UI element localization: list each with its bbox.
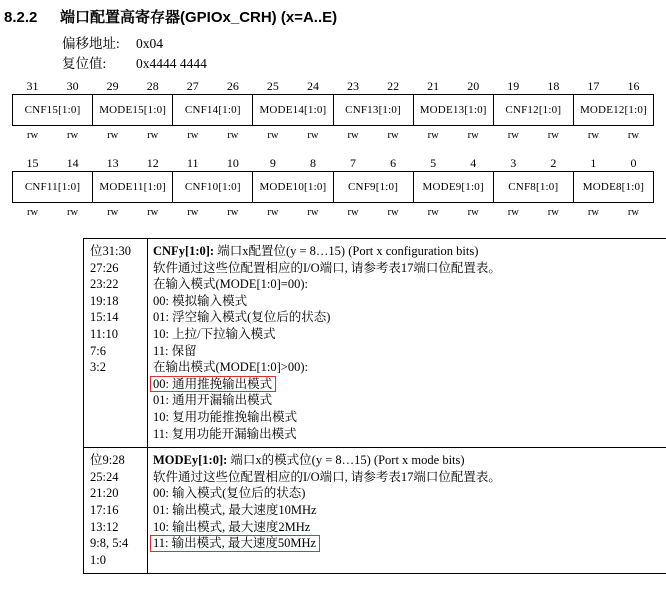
bit-access-cell: rw <box>26 206 39 218</box>
field-name: CNFy[1:0]: <box>153 244 215 258</box>
bit-field-cell: MODE14[1:0] <box>253 95 333 126</box>
bit-access-cell: rw <box>267 129 279 141</box>
bit-number: 24 <box>306 78 319 93</box>
field-description-line: 软件通过这些位配置相应的I/O端口, 请参考表17端口位配置表。 <box>153 469 501 484</box>
bit-field-cell: MODE11[1:0] <box>93 172 173 203</box>
bit-number: 13 <box>106 155 119 170</box>
bit-range-line: 位31:30 <box>90 244 131 258</box>
bit-access-cell: rw <box>347 206 359 218</box>
bit-range-line: 27:26 <box>90 260 119 275</box>
bit-number: 11 <box>187 155 199 170</box>
bit-field-cell: CNF10[1:0] <box>173 172 253 203</box>
section-title: 端口配置高寄存器(GPIOx_CRH) (x=A..E) <box>60 9 338 26</box>
bit-range-line: 23:22 <box>90 277 119 292</box>
bit-number: 28 <box>146 78 159 93</box>
bit-access-cell: rw <box>307 129 319 141</box>
field-description-line <box>153 535 664 552</box>
field-name: MODEy[1:0]: <box>153 453 228 468</box>
bit-number: 19 <box>507 78 520 93</box>
reset-value-value: 0x4444 4444 <box>136 56 207 71</box>
bit-field-cell: CNF8[1:0] <box>493 172 573 203</box>
bit-number: 29 <box>106 78 119 93</box>
bit-field-cell: MODE9[1:0] <box>413 172 493 203</box>
bit-access-cell: rw <box>547 206 559 218</box>
bit-number: 22 <box>387 78 400 93</box>
bit-access-cell: rw <box>587 206 599 218</box>
bit-number: 26 <box>226 78 239 93</box>
field-description-title <box>153 243 664 260</box>
bit-access-cell: rw <box>227 206 239 218</box>
bit-access-cell: rw <box>67 129 79 141</box>
bit-range-line: 3:2 <box>90 360 106 375</box>
bit-access-cell: rw <box>187 206 199 218</box>
bit-number: 17 <box>587 78 600 93</box>
bit-field-cell: CNF15[1:0] <box>13 95 93 126</box>
bit-access-cell: rw <box>107 206 119 218</box>
bit-access-cell: rw <box>627 129 640 141</box>
bit-access-cell: rw <box>427 129 439 141</box>
bit-field-cell: CNF11[1:0] <box>13 172 93 203</box>
bit-access-cell: rw <box>187 129 199 141</box>
bit-range-line: 9:8, 5:4 <box>90 536 129 551</box>
bit-access-cell: rw <box>267 206 279 218</box>
field-description-row <box>84 239 666 448</box>
highlighted-option: 00: 通用推挽输出模式 <box>150 376 276 393</box>
bit-number: 10 <box>226 155 239 170</box>
bit-number: 18 <box>547 78 560 93</box>
field-description-table <box>83 238 666 574</box>
bit-range-line: 1:0 <box>90 552 106 567</box>
bit-field-row <box>13 172 654 203</box>
bit-number: 1 <box>590 155 597 170</box>
field-description-row <box>84 448 666 574</box>
bit-number: 31 <box>26 78 39 93</box>
bit-field-cell: MODE12[1:0] <box>573 95 653 126</box>
bit-number: 2 <box>550 155 557 170</box>
field-description-line <box>153 376 664 393</box>
bit-number-row <box>13 78 654 95</box>
field-description-cell <box>148 448 666 574</box>
highlighted-option: 11: 输出模式, 最大速度50MHz <box>150 535 320 552</box>
bit-range-line: 11:10 <box>90 326 119 341</box>
field-description-line: 10: 输出模式, 最大速度2MHz <box>153 519 311 534</box>
field-description-line: 在输出模式(MODE[1:0]>00): <box>153 360 308 375</box>
bit-range-line: 位9:28 <box>90 453 125 468</box>
field-description-line: 11: 保留 <box>153 343 197 358</box>
bit-range-line: 19:18 <box>90 293 119 308</box>
bit-number: 20 <box>467 78 480 93</box>
field-description-line: 10: 上拉/下拉输入模式 <box>153 326 276 341</box>
bit-access-row <box>13 126 654 144</box>
bit-table-low <box>12 155 654 220</box>
bit-access-cell: rw <box>427 206 439 218</box>
bit-number: 6 <box>390 155 397 170</box>
offset-address-line <box>62 32 163 52</box>
field-description-line: 01: 输出模式, 最大速度10MHz <box>153 502 317 517</box>
bit-number: 27 <box>186 78 199 93</box>
bit-range-cell <box>84 448 148 574</box>
bit-access-cell: rw <box>387 129 399 141</box>
bit-access-cell: rw <box>147 206 159 218</box>
bit-number: 23 <box>347 78 360 93</box>
field-description-line: 00: 模拟输入模式 <box>153 293 248 308</box>
field-title-rest: 端口x的模式位(y = 8…15) (Port x mode bits) <box>227 453 465 468</box>
bit-number: 21 <box>427 78 440 93</box>
field-description-line: 01: 通用开漏输出模式 <box>153 393 273 408</box>
field-title-rest: 端口x配置位(y = 8…15) (Port x configuration bits) <box>214 244 479 258</box>
bit-number: 16 <box>627 78 640 93</box>
bit-field-cell: MODE8[1:0] <box>573 172 653 203</box>
bit-field-cell: MODE15[1:0] <box>93 95 173 126</box>
field-description-title <box>153 452 664 469</box>
section-heading <box>4 6 654 27</box>
bit-access-cell: rw <box>507 206 519 218</box>
reset-value-line <box>62 52 207 72</box>
bit-access-cell: rw <box>387 206 399 218</box>
bit-number: 14 <box>66 155 79 170</box>
field-description-line: 01: 浮空输入模式(复位后的状态) <box>153 310 331 325</box>
bit-field-cell: MODE10[1:0] <box>253 172 333 203</box>
bit-field-cell: CNF14[1:0] <box>173 95 253 126</box>
field-description-line: 00: 输入模式(复位后的状态) <box>153 486 306 501</box>
bit-range-line: 7:6 <box>90 343 106 358</box>
bit-number-row <box>13 155 654 172</box>
bit-access-cell: rw <box>587 129 599 141</box>
bit-access-cell: rw <box>147 129 159 141</box>
bit-number: 3 <box>510 155 517 170</box>
reset-value-label: 复位值: <box>62 56 107 71</box>
bit-access-cell: rw <box>107 129 119 141</box>
bit-table-high <box>12 78 654 143</box>
bit-range-line: 21:20 <box>90 486 119 501</box>
bit-access-cell: rw <box>227 129 239 141</box>
offset-address-value: 0x04 <box>136 36 163 51</box>
field-description-line: 11: 复用功能开漏输出模式 <box>153 426 297 441</box>
bit-number: 5 <box>430 155 437 170</box>
bit-access-cell: rw <box>547 129 559 141</box>
bit-field-cell: CNF9[1:0] <box>333 172 413 203</box>
bit-number: 25 <box>266 78 279 93</box>
bit-table-high-grid <box>12 78 654 143</box>
field-description-cell <box>148 239 666 448</box>
bit-number: 15 <box>26 155 39 170</box>
bit-access-cell: rw <box>467 206 479 218</box>
bit-number: 8 <box>309 155 316 170</box>
field-description-line: 10: 复用功能推挽输出模式 <box>153 409 298 424</box>
field-description-line: 软件通过这些位配置相应的I/O端口, 请参考表17端口位配置表。 <box>153 260 501 275</box>
bit-number: 0 <box>630 155 637 170</box>
bit-range-line: 25:24 <box>90 469 119 484</box>
bit-access-cell: rw <box>26 129 39 141</box>
bit-range-line: 15:14 <box>90 310 119 325</box>
bit-access-cell: rw <box>67 206 79 218</box>
field-description-line: 在输入模式(MODE[1:0]=00): <box>153 277 308 292</box>
section-number: 8.2.2 <box>4 9 38 26</box>
bit-access-cell: rw <box>627 206 640 218</box>
offset-address-label: 偏移地址: <box>62 36 120 51</box>
bit-field-cell: MODE13[1:0] <box>413 95 493 126</box>
bit-number: 12 <box>146 155 159 170</box>
bit-range-cell <box>84 239 148 448</box>
bit-access-cell: rw <box>467 129 479 141</box>
bit-range-line: 13:12 <box>90 519 119 534</box>
bit-access-cell: rw <box>347 129 359 141</box>
bit-access-cell: rw <box>507 129 519 141</box>
bit-field-cell: CNF12[1:0] <box>493 95 573 126</box>
bit-table-low-grid <box>12 155 654 220</box>
bit-access-row <box>13 203 654 221</box>
bit-number: 4 <box>470 155 477 170</box>
bit-number: 7 <box>350 155 357 170</box>
bit-field-cell: CNF13[1:0] <box>333 95 413 126</box>
bit-access-cell: rw <box>307 206 319 218</box>
bit-number: 30 <box>66 78 79 93</box>
bit-number: 9 <box>269 155 276 170</box>
bit-field-row <box>13 95 654 126</box>
bit-range-line: 17:16 <box>90 502 119 517</box>
